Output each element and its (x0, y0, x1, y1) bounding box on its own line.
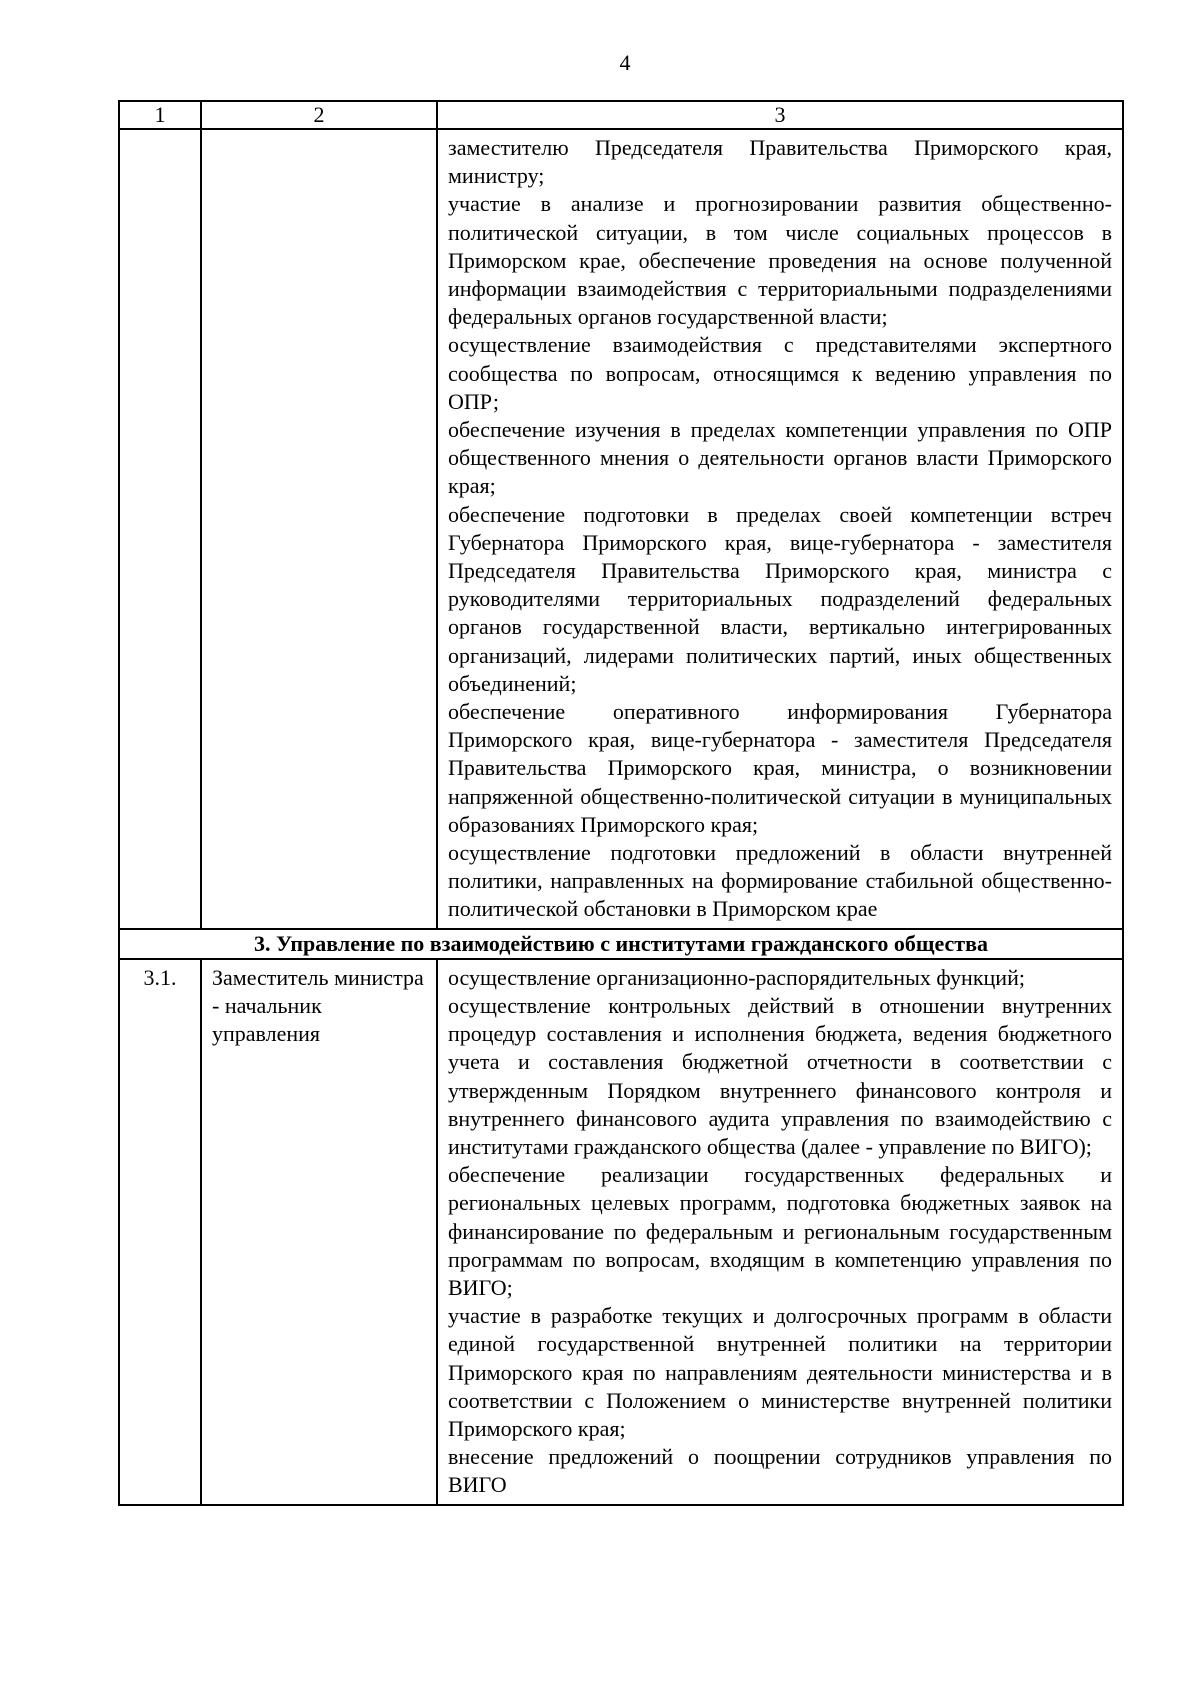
header-col-1: 1 (119, 101, 201, 129)
duty-paragraph: участие в анализе и прогнозировании развития общественно-политической ситуации, в том числе социальных процессов в Приморском крае, обеспечение проведения на основе полученной информации взаимодействия с территориальными подразделениями федеральных органов государственной власти; (448, 191, 1112, 330)
header-col-3: 3 (437, 101, 1123, 129)
duty-paragraph: осуществление подготовки предложений в области внутренней политики, направленных на формирование стабильной общественно-политической обстановки в Приморском крае (448, 840, 1112, 922)
section-row (119, 929, 1123, 959)
duty-paragraph: обеспечение изучения в пределах компетенции управления по ОПР общественного мнения о деятельности органов власти Приморского края; (448, 417, 1112, 499)
duties-table (118, 100, 1124, 1506)
header-col-2: 2 (201, 101, 437, 129)
row-number: 3.1. (119, 959, 201, 1505)
continuation-number-cell (119, 129, 201, 929)
duty-paragraph: обеспечение оперативного информирования Губернатора Приморского края, вице-губернатора - заместителя Председателя Правительства Приморского края, министра, о возникновении напряженной общественно-политической ситуации в муниципальных образованиях Приморского края; (448, 699, 1112, 837)
table-row (119, 959, 1123, 1505)
duty-paragraph: заместителю Председателя Правительства Приморского края, министру; (448, 135, 1112, 189)
duty-paragraph: внесение предложений о поощрении сотрудников управления по ВИГО (448, 1444, 1112, 1498)
duty-paragraph: осуществление контрольных действий в отношении внутренних процедур составления и исполнения бюджета, ведения бюджетного учета и составления бюджетной отчетности в соответствии с утвержденным Порядком внутреннего финансового контроля и внутреннего финансового аудита управления по взаимодействию с институтами гражданского общества (далее - управление по ВИГО); (448, 992, 1112, 1159)
duty-paragraph: осуществление взаимодействия с представителями экспертного сообщества по вопросам, относящимся к ведению управления по ОПР; (448, 332, 1112, 414)
row-duties-cell (437, 959, 1123, 1505)
continuation-row (119, 129, 1123, 929)
continuation-duties-cell (437, 129, 1123, 929)
page-number: 4 (619, 50, 631, 75)
header-row (119, 101, 1123, 129)
section-title: 3. Управление по взаимодействию с институтами гражданского общества (119, 929, 1123, 959)
duty-paragraph: обеспечение реализации государственных федеральных и региональных целевых программ, подготовка бюджетных заявок на финансирование по федеральным и региональным государственным программам по вопросам, входящим в компетенцию управления по ВИГО; (448, 1162, 1112, 1300)
row-position: Заместитель министра - начальник управления (201, 959, 437, 1505)
duty-paragraph: осуществление организационно-распорядительных функций; (448, 964, 1025, 990)
duty-paragraph: участие в разработке текущих и долгосрочных программ в области единой государственной внутренней политики на территории Приморского края по направлениям деятельности министерства и в соответствии с Положением о министерстве внутренней политики Приморского края; (448, 1303, 1112, 1441)
duty-paragraph: обеспечение подготовки в пределах своей компетенции встреч Губернатора Приморского края, вице-губернатора - заместителя Председателя Правительства Приморского края, министра с руководителями территориальных подразделений федеральных органов государственной власти, вертикально интегрированных организаций, лидерами политических партий, иных общественных объединений; (448, 501, 1112, 696)
continuation-position-cell (201, 129, 437, 929)
